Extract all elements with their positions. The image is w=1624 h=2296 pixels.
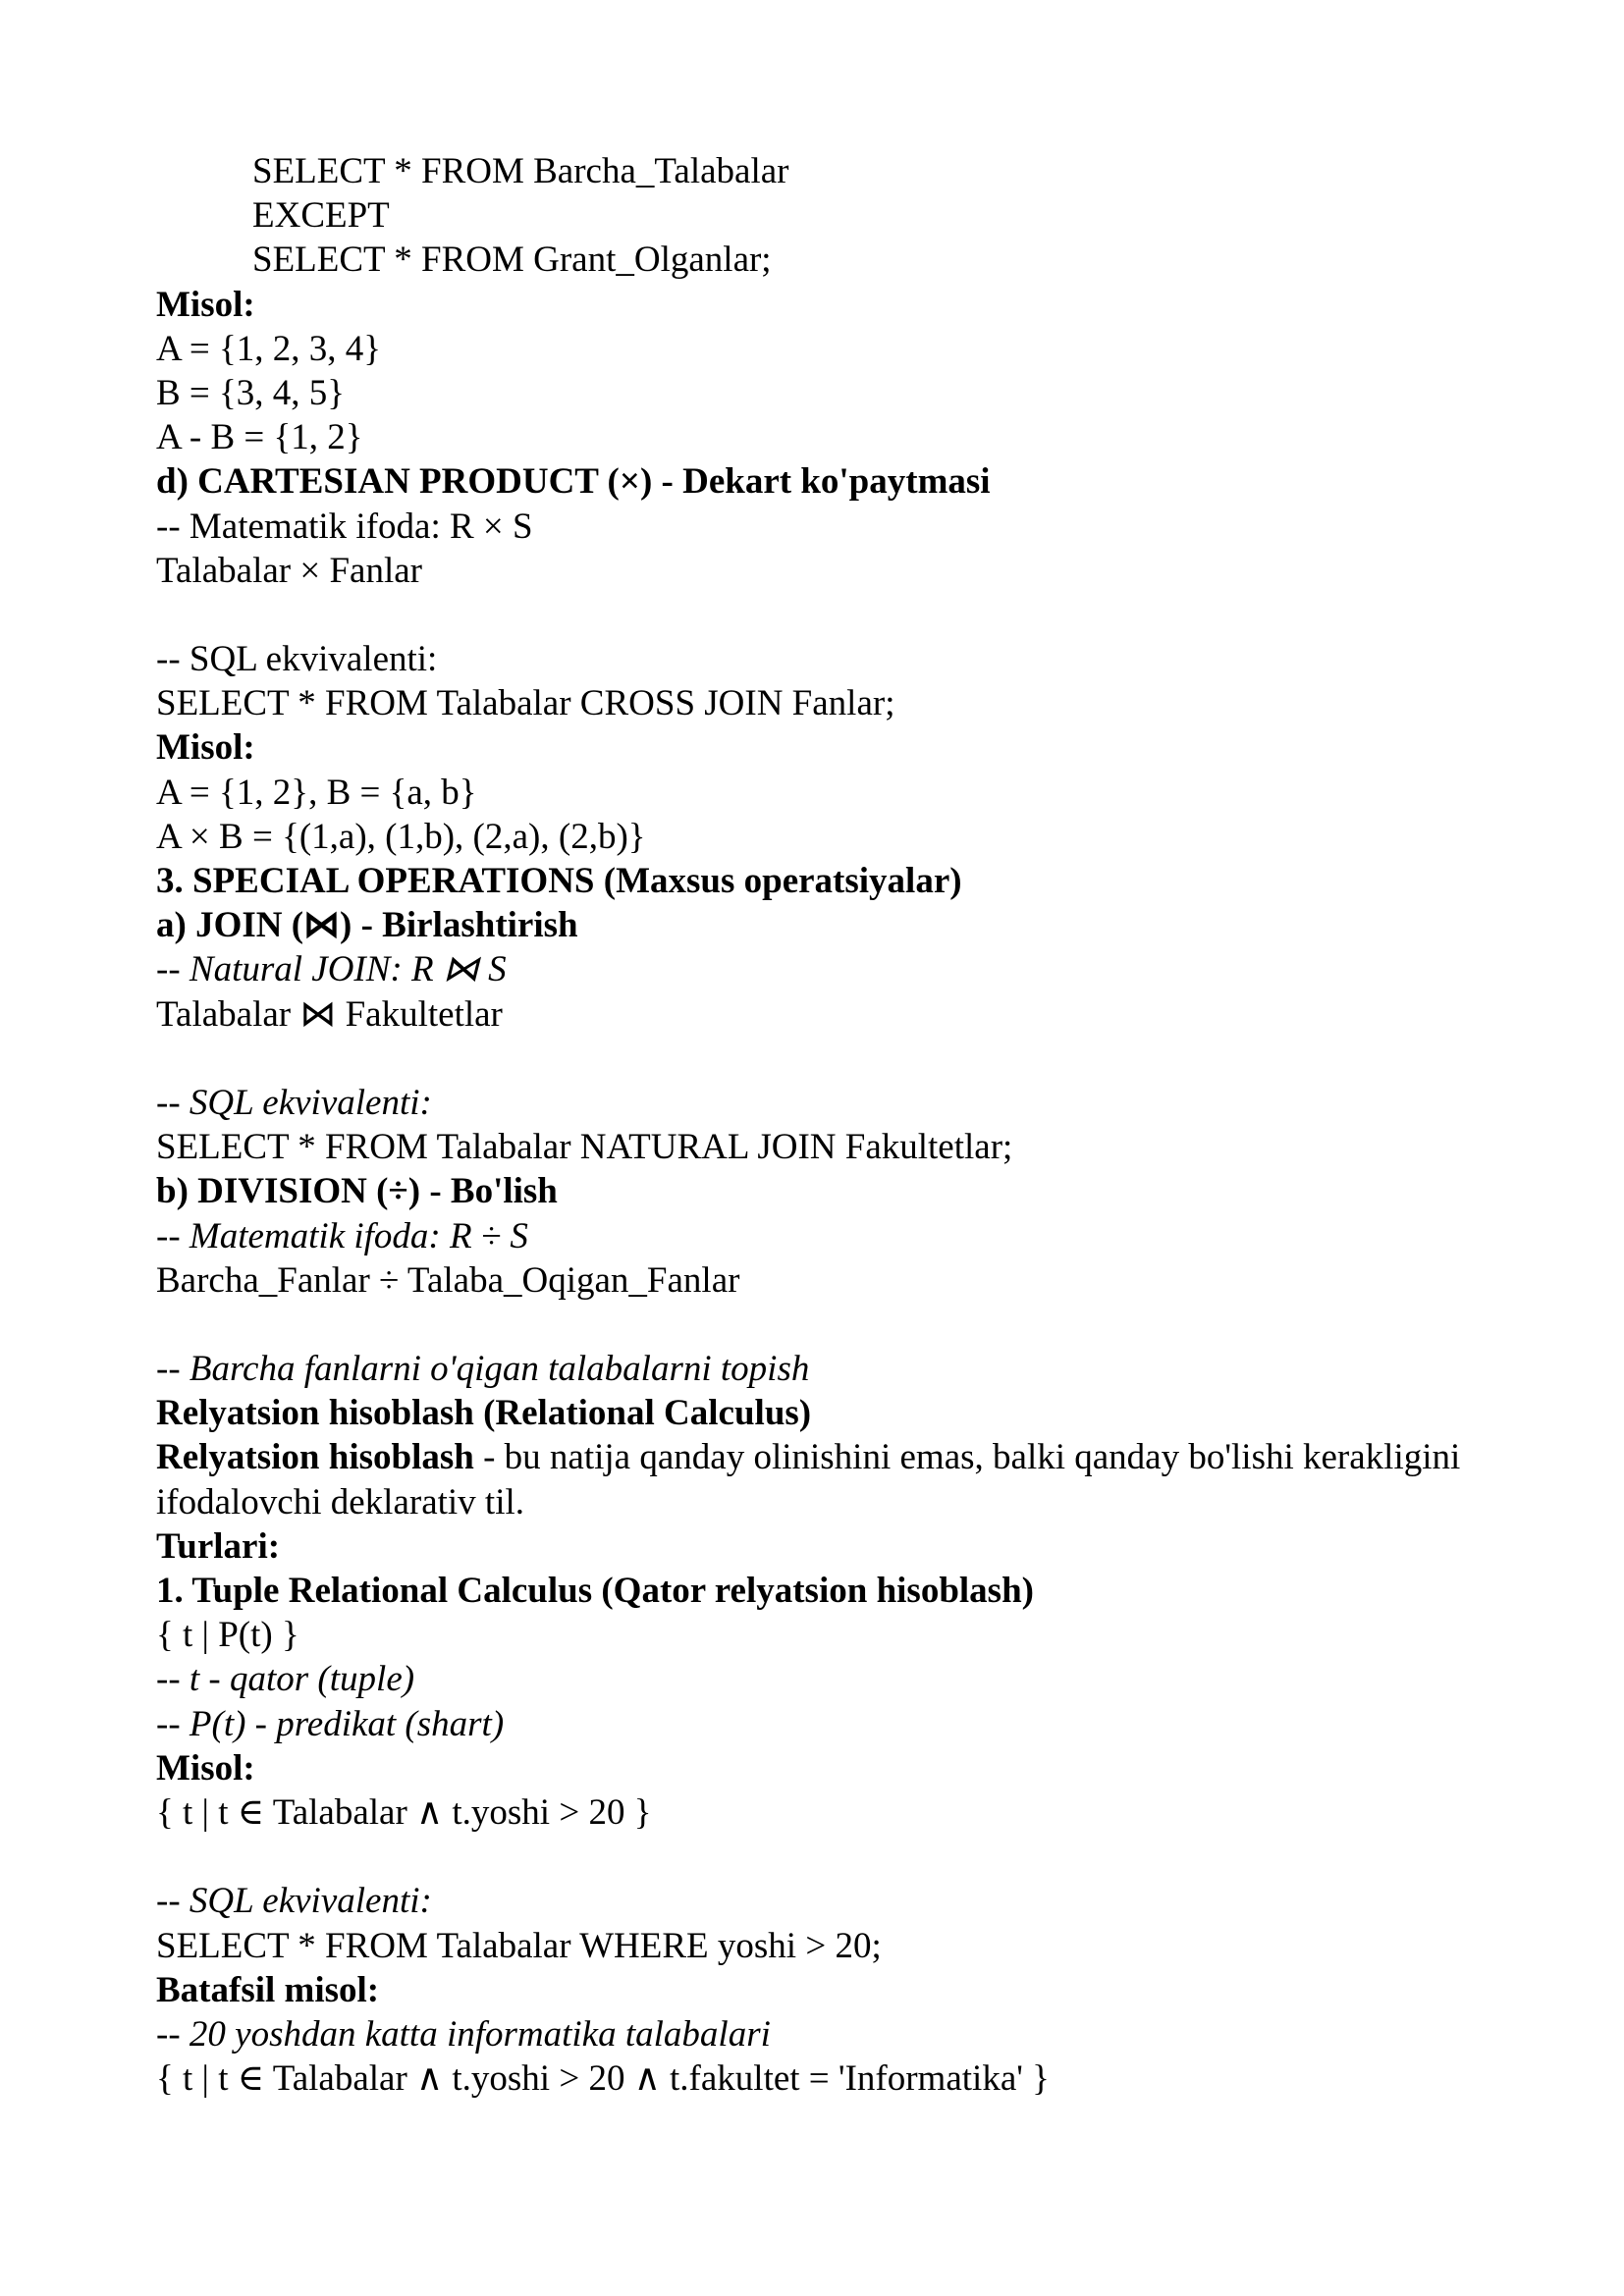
- blank-line: [156, 1835, 1550, 1879]
- math-line: A = {1, 2}, B = {a, b}: [156, 772, 477, 813]
- example-heading: Misol:: [156, 284, 255, 325]
- sql-code-line: SELECT * FROM Talabalar NATURAL JOIN Fakultetlar;: [156, 1127, 1013, 1168]
- comment-text: t - qator (tuple): [189, 1659, 415, 1700]
- blank-line: [156, 1037, 1550, 1081]
- comment-line: [156, 1657, 1550, 1701]
- blank-line: [156, 593, 1550, 637]
- blank-line: [156, 1303, 1550, 1347]
- section-heading-join: a) JOIN (⋈) - Birlashtirish: [156, 905, 578, 946]
- comment-line: [156, 1702, 1550, 1746]
- definition-paragraph: [156, 1435, 1541, 1523]
- section-heading-cartesian: d) CARTESIAN PRODUCT (×) - Dekart ko'paytmasi: [156, 461, 991, 503]
- sql-code-line: SELECT * FROM Grant_Olganlar;: [252, 240, 772, 281]
- comment-line: -- Matematik ifoda: R ÷ S: [156, 1215, 528, 1256]
- comment-prefix: --: [156, 1659, 189, 1700]
- section-heading-tuple-calculus: 1. Tuple Relational Calculus (Qator relyatsion hisoblash): [156, 1571, 1034, 1612]
- sql-code-line: EXCEPT: [252, 195, 390, 237]
- comment-line: -- SQL ekvivalenti:: [156, 639, 438, 680]
- math-line: A × B = {(1,a), (1,b), (2,a), (2,b)}: [156, 816, 646, 857]
- comment-prefix: --: [156, 1703, 189, 1744]
- comment-line: -- Matematik ifoda: R × S: [156, 506, 533, 547]
- math-line: { t | P(t) }: [156, 1615, 299, 1656]
- document-body: [156, 149, 1550, 2101]
- example-heading: Misol:: [156, 727, 255, 769]
- sql-code-line: SELECT * FROM Barcha_Talabalar: [252, 151, 789, 191]
- comment-line: -- SQL ekvivalenti:: [156, 1082, 432, 1123]
- math-line: Talabalar × Fanlar: [156, 550, 422, 591]
- math-line: A - B = {1, 2}: [156, 417, 363, 458]
- sql-code-line: SELECT * FROM Talabalar CROSS JOIN Fanlar;: [156, 683, 895, 724]
- types-heading: Turlari:: [156, 1525, 281, 1567]
- definition-text: - bu natija qanday olinishini emas, balki qanday bo'lishi kerakligini ifodalovchi deklarativ til.: [156, 1437, 1461, 1522]
- section-heading-relational-calculus: Relyatsion hisoblash (Relational Calculus): [156, 1393, 812, 1434]
- section-heading-special: 3. SPECIAL OPERATIONS (Maxsus operatsiyalar): [156, 861, 962, 901]
- comment-line: -- Natural JOIN: R ⋈ S: [156, 949, 507, 990]
- math-line: B = {3, 4, 5}: [156, 372, 346, 413]
- sql-code-line: SELECT * FROM Talabalar WHERE yoshi > 20;: [156, 1925, 882, 1966]
- comment-line: -- 20 yoshdan katta informatika talabalari: [156, 2013, 771, 2055]
- example-heading: Batafsil misol:: [156, 1969, 380, 2010]
- section-heading-division: b) DIVISION (÷) - Bo'lish: [156, 1171, 558, 1212]
- example-heading: Misol:: [156, 1747, 255, 1789]
- math-line: Barcha_Fanlar ÷ Talaba_Oqigan_Fanlar: [156, 1259, 740, 1301]
- comment-text: P(t) - predikat (shart): [189, 1703, 505, 1744]
- comment-line: -- Barcha fanlarni o'qigan talabalarni topish: [156, 1349, 810, 1390]
- math-line: { t | t ∈ Talabalar ∧ t.yoshi > 20 }: [156, 1791, 652, 1833]
- math-line: A = {1, 2, 3, 4}: [156, 328, 382, 369]
- definition-term: Relyatsion hisoblash: [156, 1437, 474, 1478]
- math-line: { t | t ∈ Talabalar ∧ t.yoshi > 20 ∧ t.fakultet = 'Informatika' }: [156, 2058, 1050, 2100]
- math-line: Talabalar ⋈ Fakultetlar: [156, 993, 503, 1035]
- comment-line: -- SQL ekvivalenti:: [156, 1881, 432, 1922]
